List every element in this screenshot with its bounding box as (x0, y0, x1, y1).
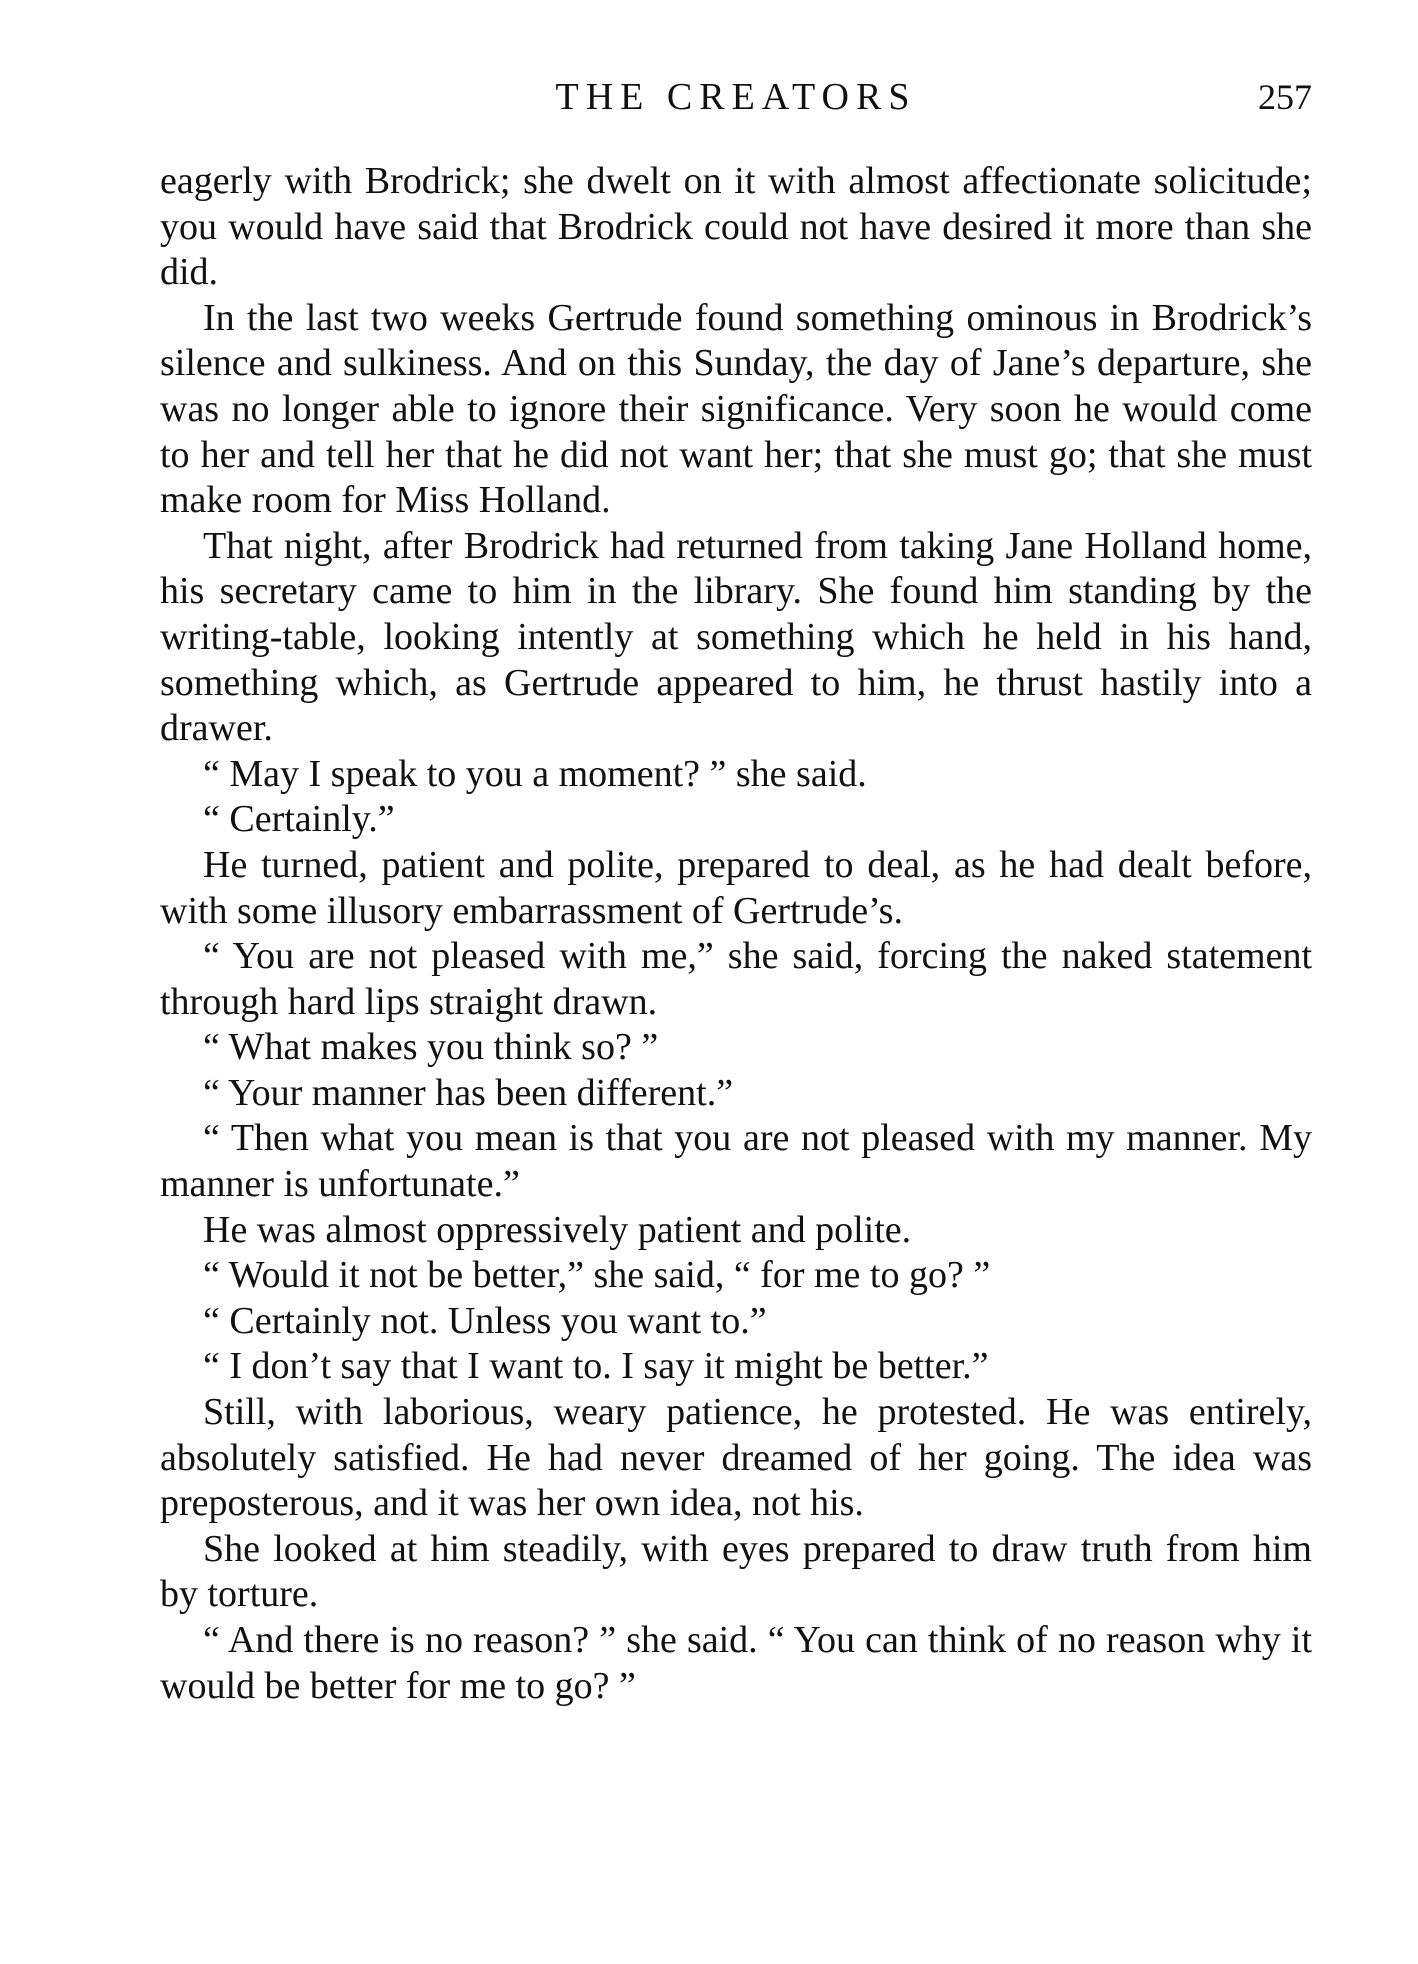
paragraph: “ Certainly not. Unless you want to.” (203, 1299, 767, 1342)
paragraph: He turned, patient and polite, prepared to deal, as he had dealt before, with some illusory embarrassment of Gertrude’s. (160, 843, 1312, 932)
paragraph: Still, with laborious, weary patience, he protested. He was entirely, absolutely satisfied. He had never dreamed of her going. The idea was preposterous, and it was her own idea, not his. (160, 1391, 1312, 1525)
paragraph: In the last two weeks Gertrude found something ominous in Brodrick’s silence and sulkiness. And on this Sunday, the day of Jane’s departure, she was no longer able to ignore their significance. Very soon he would come to her and tell her that he did not want her; that she must go; that she must make room for Miss Holland. (160, 296, 1312, 522)
paragraph: “ May I speak to you a moment? ” she said. (203, 752, 867, 795)
paragraph: She looked at him steadily, with eyes prepared to draw truth from him by torture. (160, 1527, 1312, 1616)
paragraph: “ Would it not be better,” she said, “ for me to go? ” (203, 1254, 991, 1297)
running-head (160, 72, 1312, 122)
paragraph: He was almost oppressively patient and polite. (203, 1208, 912, 1251)
paragraph: eagerly with Brodrick; she dwelt on it with almost affectionate solicitude; you would have said that Brodrick could not have desired it more than she did. (160, 160, 1312, 294)
paragraph: “ And there is no reason? ” she said. “ You can think of no reason why it would be better for me to go? ” (160, 1619, 1312, 1707)
body-text (160, 159, 1312, 1709)
paragraph: “ Then what you mean is that you are not pleased with my manner. My manner is unfortunate.” (160, 1117, 1312, 1206)
paragraph: “ I don’t say that I want to. I say it might be better.” (203, 1345, 989, 1388)
page-number: 257 (1258, 77, 1312, 117)
paragraph: That night, after Brodrick had returned from taking Jane Holland home, his secretary came to him in the library. She found him standing by the writing-table, looking intently at something which he held in his hand, something which, as Gertrude appeared to him, he thrust hastily into a drawer. (160, 524, 1312, 750)
paragraph: “ Certainly.” (203, 798, 395, 841)
running-title: THE CREATORS (555, 76, 917, 118)
paragraph: “ Your manner has been different.” (203, 1071, 734, 1114)
paragraph: “ What makes you think so? ” (203, 1026, 659, 1069)
paragraph: “ You are not pleased with me,” she said, forcing the naked statement through hard lips straight drawn. (160, 935, 1312, 1023)
